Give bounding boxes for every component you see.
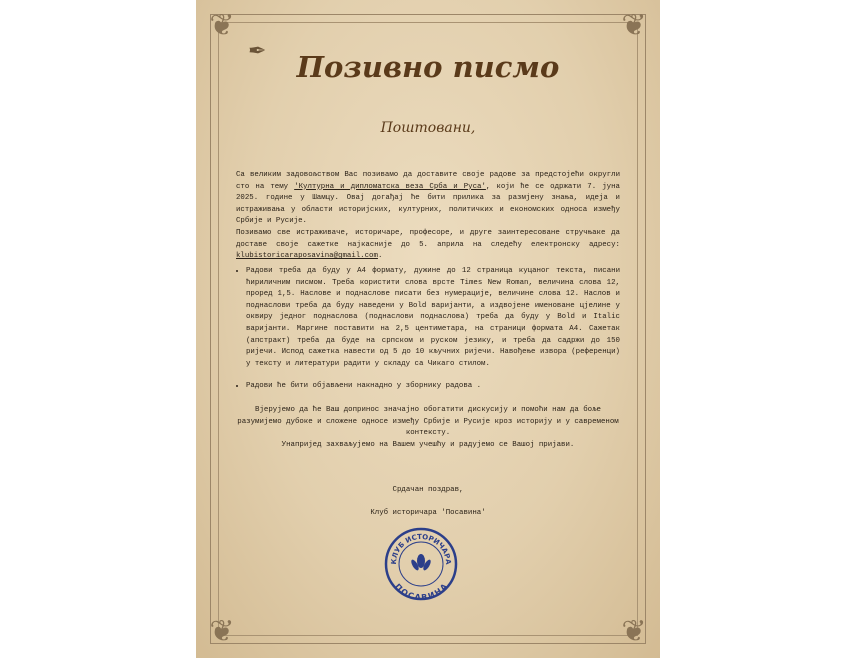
stamp-text-bottom: ПОСАВИНА	[392, 582, 450, 601]
requirements-list	[236, 266, 620, 393]
paragraph-thanks: Унапријед захваљујемо на Вашем учешћу и радујемо се Вашој пријави.	[281, 441, 575, 449]
list-item: • Радови треба да буду у А4 формату, дужине до 12 страница куцаног текста, писани ћириличним писмом. Треба користити слова врсте Times New Roman, величина слова 12, проред 1,5. Наслове и поднаслове писати без нумерације, величине слова 12. Наслов и поднаслови треба да буду наведени у Bold варијанти, а издвојене именоване цјелине у оквиру једног поднаслова (поднаслови поднаслова) треба да буду у Bold и Italic варијанти. Маргине поставити на 2,5 центиметара, на страници формата А4. Сажетак (апстракт) треба да буде на српском и руском језику, и треба да садржи до 150 ријечи. Испод сажетка навести од 5 до 10 кључних ријечи. Навођење извора (референци) у тексту и литератури радити у складу са Чикаго стилом.	[246, 266, 620, 370]
list-item: • Радови ће бити објављени накнадно у зборнику радова .	[246, 381, 620, 393]
signature: Клуб историчара 'Посавина'	[370, 509, 486, 517]
invitation-letter	[196, 0, 660, 658]
club-stamp	[384, 527, 458, 601]
paragraph-call	[236, 228, 620, 263]
stamp-text-top: КЛУБ ИСТОРИЧАРА	[389, 532, 453, 565]
corner-ornament-icon: ❦	[209, 615, 235, 648]
closing: Срдачан поздрав,	[392, 486, 464, 494]
greeting: Поштовани,	[380, 120, 476, 136]
paragraph-belief: Вјерујемо да ће Ваш допринос значајно обогатити дискусију и помоћи нам да боље разумијемо дубоке и сложене односе између Србије и Русије кроз историју и у савременом контексту.	[237, 406, 619, 438]
corner-ornament-icon: ❦	[621, 9, 647, 42]
paragraph-intro	[236, 170, 620, 228]
laurel-emblem-icon	[410, 554, 432, 571]
corner-ornament-icon: ❦	[209, 9, 235, 42]
intro-text: Са великим задовољством Вас позивамо да доставите своје радове за предстојећи округли сто на тему	[236, 171, 620, 191]
quill-icon: ✒	[248, 38, 267, 63]
topic-title: 'Културна и дипломатска веза Срба и Руса'	[294, 182, 486, 191]
page-title: Позивно писмо	[296, 50, 560, 84]
call-text: Позивамо све истраживаче, историчаре, професоре, и друге заинтересоване стручњаке да доставе своје сажетке најкасније до 5. априла на следећу електронску адресу:	[236, 229, 620, 249]
email-link[interactable]: klubistoricaraposavina@gmail.com	[236, 252, 378, 261]
svg-text:ПОСАВИНА	[393, 581, 450, 601]
corner-ornament-icon: ❦	[621, 615, 647, 648]
period: .	[377, 252, 383, 261]
intro-text-cont: , који ће се одржати 7. јуна 2025. године у Шамцу. Овај догађај ће бити прилика за размјену знања, идеја и истраживања у области историјских, културних, политичких и економских односа између Србије и Русије.	[236, 182, 620, 226]
